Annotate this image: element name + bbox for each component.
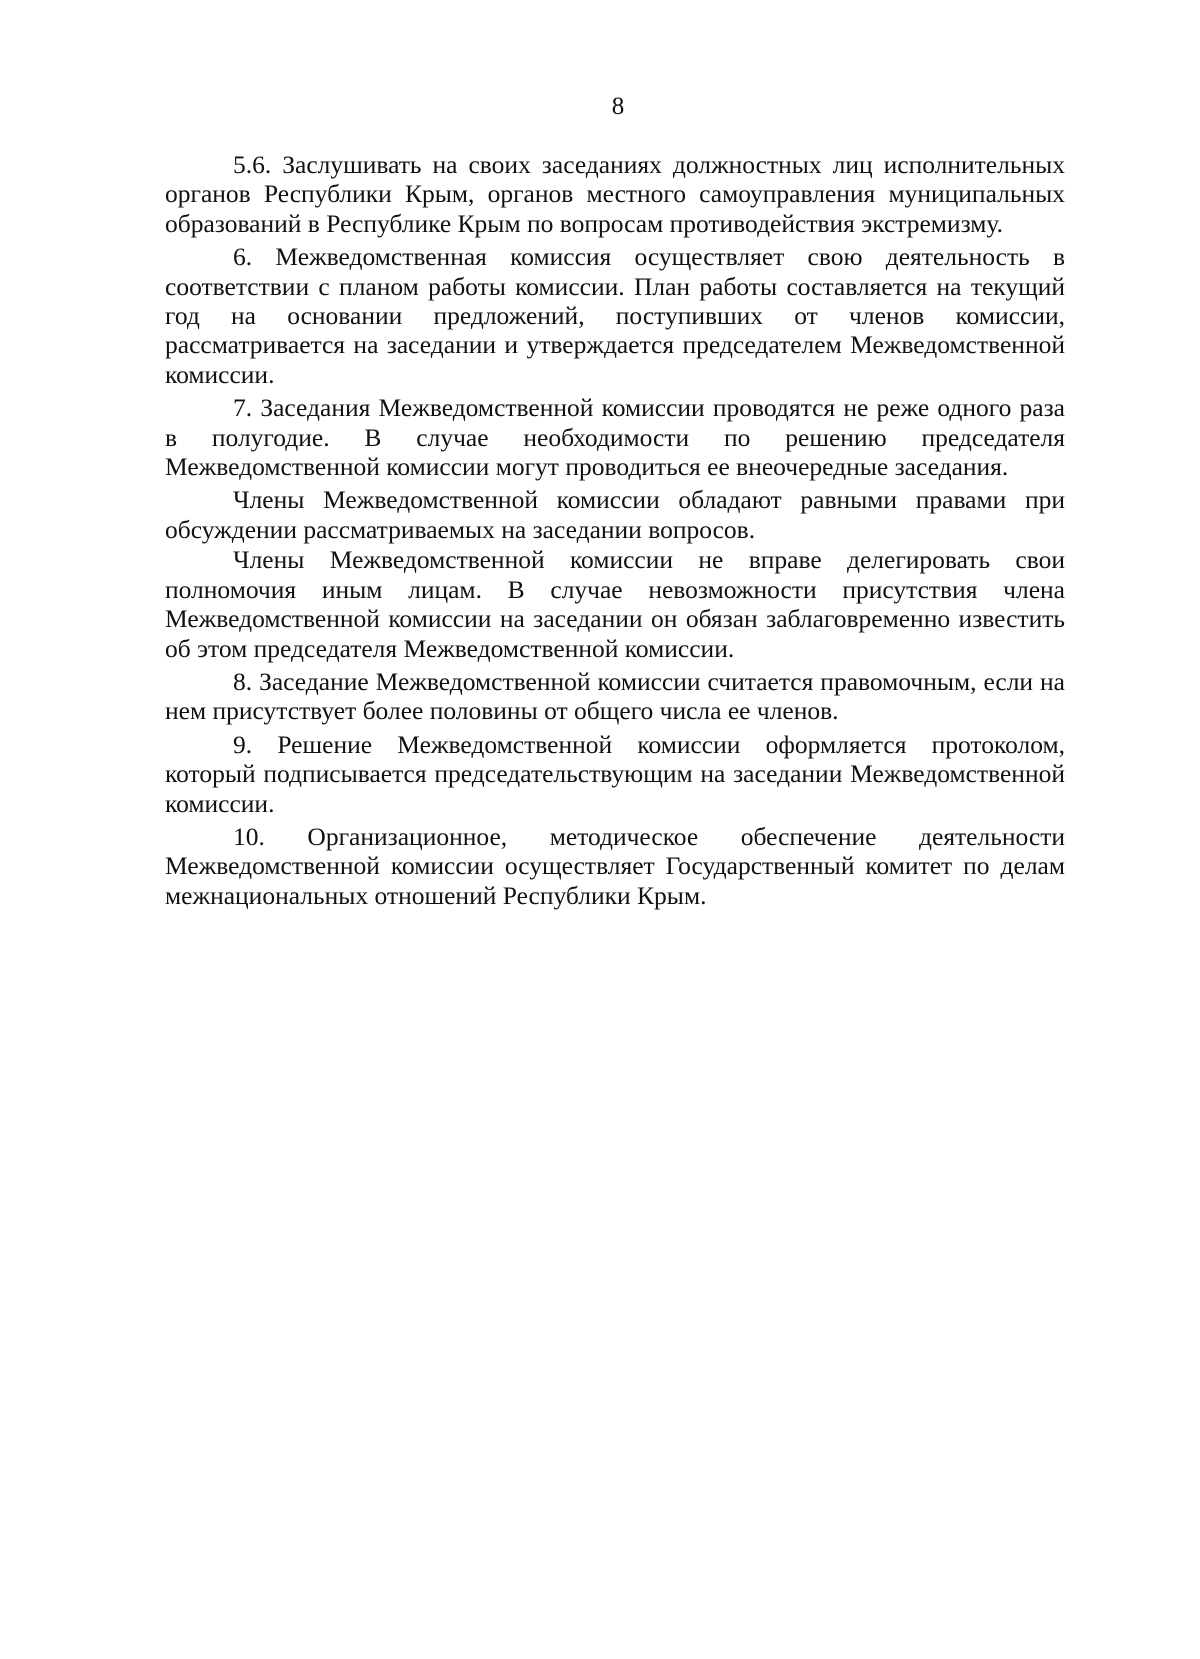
document-body [165, 150, 1065, 914]
paragraph-10: 10. Организационное, методическое обеспечение деятельности Межведомственной комиссии осуществляет Государственный комитет по делам межнациональных отношений Республики Крым. [165, 821, 1065, 910]
page-number: 8 [611, 93, 625, 120]
paragraph-7-members-rights: Члены Межведомственной комиссии обладают равными правами при обсуждении рассматриваемых на заседании вопросов. [165, 485, 1065, 544]
paragraph-8: 8. Заседание Межведомственной комиссии считается правомочным, если на нем присутствует более половины от общего числа ее членов. [165, 666, 1065, 726]
paragraph-9: 9. Решение Межведомственной комиссии оформляется протоколом, который подписывается председательствующим на заседании Межведомственной комиссии. [165, 729, 1065, 818]
paragraph-7: 7. Заседания Межведомственной комиссии проводятся не реже одного раза в полугодие. В случае необходимости по решению председателя Межведомственной комиссии могут проводиться ее внеочередные заседания. [165, 393, 1065, 482]
paragraph-7-members-delegation: Члены Межведомственной комиссии не вправе делегировать свои полномочия иным лицам. В случае невозможности присутствия члена Межведомственной комиссии на заседании он обязан заблаговременно известить об этом председателя Межведомственной комиссии. [165, 545, 1065, 663]
paragraph-5-6: 5.6. Заслушивать на своих заседаниях должностных лиц исполнительных органов Республики Крым, органов местного самоуправления муниципальных образований в Республике Крым по вопросам противодействия экстремизму. [165, 150, 1065, 238]
paragraph-6: 6. Межведомственная комиссия осуществляет свою деятельность в соответствии с планом работы комиссии. План работы составляется на текущий год на основании предложений, поступивших от членов комиссии, рассматривается на заседании и утверждается председателем Межведомственной комиссии. [165, 242, 1065, 389]
